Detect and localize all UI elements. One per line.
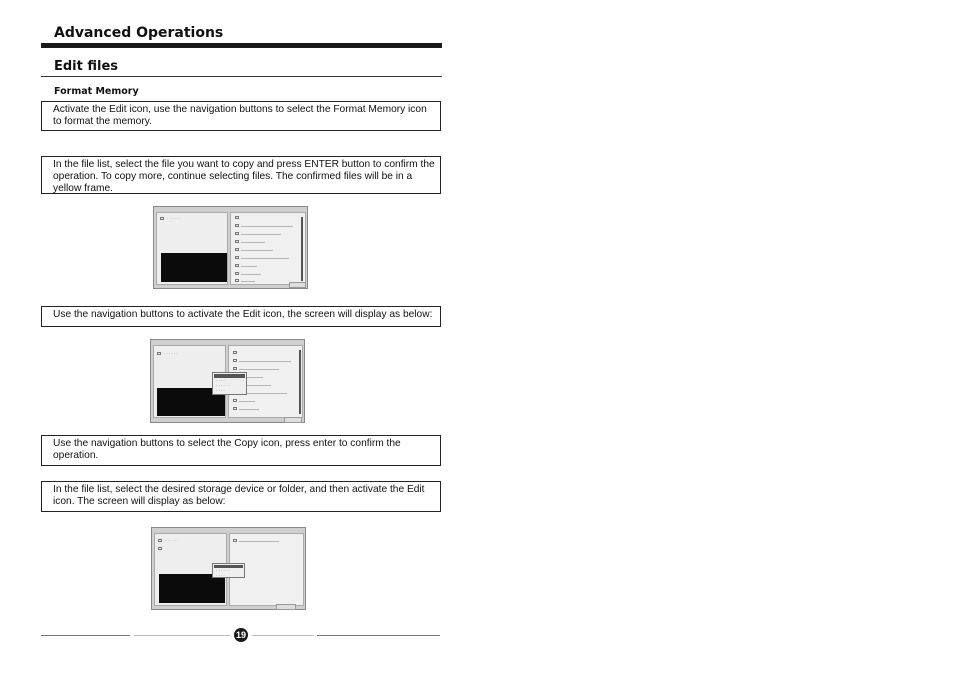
list-item: [241, 226, 293, 227]
list-item: [239, 409, 259, 410]
instruction-box-select-file: In the file list, select the file you want to copy and press ENTER button to confirm the operation. To copy more, continue selecting files. The confirmed files will be in a yellow frame.: [41, 156, 441, 194]
section-title: Advanced Operations: [54, 25, 224, 41]
list-item: [241, 266, 257, 267]
footer-rule-left-inner: [134, 635, 230, 636]
folder-icon: [233, 351, 237, 354]
device-label: · · · · · ·: [164, 351, 178, 356]
list-item: [239, 401, 255, 402]
folder-icon: [235, 224, 239, 227]
list-item: [241, 281, 255, 282]
subsection-title: Edit files: [54, 59, 119, 74]
device-icon: [157, 352, 161, 355]
device-label: · · · · · ·: [167, 216, 181, 221]
menu-item: · · · · · ·: [216, 568, 230, 573]
preview-window: [159, 574, 225, 603]
list-item: [241, 250, 273, 251]
instruction-box-activate-edit: Use the navigation buttons to activate the Edit icon, the screen will display as below:: [41, 306, 441, 327]
scrollbar: [301, 217, 303, 281]
screenshot-destination-menu: [151, 527, 306, 610]
file-icon: [235, 248, 239, 251]
topic-title: Format Memory: [54, 86, 139, 97]
instruction-box-format-memory: Activate the Edit icon, use the navigation buttons to select the Format Memory icon to format the memory.: [41, 101, 441, 131]
file-icon: [235, 279, 239, 282]
footer-rule-right: [317, 635, 440, 636]
list-item: [241, 258, 289, 259]
list-item: [239, 369, 279, 370]
device-icon: [158, 539, 162, 542]
folder-icon: [233, 359, 237, 362]
section-divider: [41, 43, 442, 48]
file-icon: [235, 264, 239, 267]
menu-item: · · · ·: [216, 388, 225, 393]
file-icon: [235, 256, 239, 259]
list-item: [241, 234, 281, 235]
footer-rule-right-inner: [252, 635, 314, 636]
file-icon: [235, 272, 239, 275]
menu-item: · · · · · ·: [216, 383, 230, 388]
edit-button: [276, 604, 296, 610]
menu-item: · · · ·: [216, 573, 225, 578]
edit-button: [284, 417, 302, 423]
preview-pane: [156, 212, 228, 285]
footer-rule-left: [41, 635, 130, 636]
subsection-divider: [41, 76, 442, 77]
file-icon: [233, 407, 237, 410]
instruction-box-copy: Use the navigation buttons to select the Copy icon, press enter to confirm the operation.: [41, 435, 441, 466]
list-item: [239, 541, 279, 542]
folder-menu: [212, 563, 245, 578]
device-icon: [233, 539, 237, 542]
file-list-pane: [230, 212, 306, 285]
screenshot-file-list: [153, 206, 308, 289]
file-icon: [233, 399, 237, 402]
edit-button: [289, 282, 306, 288]
menu-item: · · · ·: [216, 378, 225, 383]
file-icon: [235, 232, 239, 235]
device-label: · · · · · ·: [165, 538, 179, 543]
preview-window: [161, 253, 227, 282]
edit-menu: [212, 372, 247, 395]
folder-icon: [158, 547, 162, 550]
list-item: [241, 274, 261, 275]
page-number: 19: [235, 630, 246, 640]
folder-icon: [235, 216, 239, 219]
file-icon: [235, 240, 239, 243]
list-item: [239, 361, 291, 362]
file-icon: [233, 367, 237, 370]
instruction-box-select-destination: In the file list, select the desired storage device or folder, and then activate the Edit icon. The screen will display as below:: [41, 481, 441, 512]
list-item: [241, 242, 265, 243]
device-icon: [160, 217, 164, 220]
screenshot-edit-menu: [150, 339, 305, 423]
scrollbar: [299, 350, 301, 414]
